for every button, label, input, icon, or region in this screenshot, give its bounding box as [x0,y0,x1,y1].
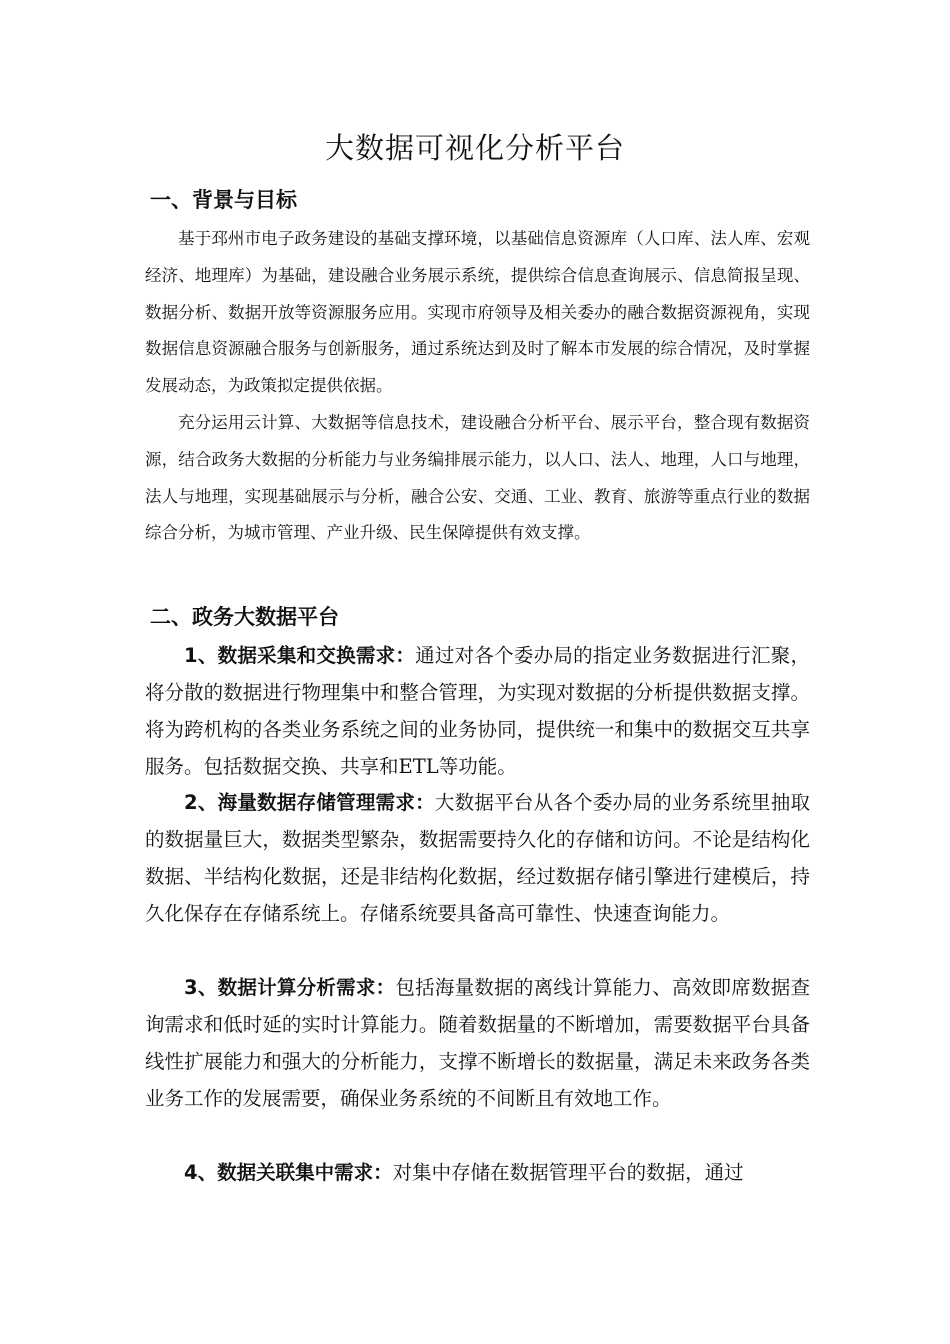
paragraph-background-2: 充分运用云计算、大数据等信息技术，建设融合分析平台、展示平台，整合现有数据资源，结合政务大数据的分析能力与业务编排展示能力，以人口、法人、地理，人口与地理，法人与地理，实现基础展示与分析，融合公安、交通、工业、教育、旅游等重点行业的数据综合分析，为城市管理、产业升级、民生保障提供有效支撑。 [145,413,810,543]
section-heading-platform: 二、政务大数据平台 [150,605,339,629]
requirement-lead: 3、数据计算分析需求： [184,976,396,999]
requirement-text: 包括海量数据的离线计算能力、高效即席数据查询需求和低时延的实时计算能力。随着数据量的不断增加，需要数据平台具备线性扩展能力和强大的分析能力，支撑不断增长的数据量，满足未来政务各类业务工作的发展需要，确保业务系统的不间断且有效地工作。 [145,976,810,1110]
requirement-lead: 1、数据采集和交换需求： [184,644,416,667]
requirement-text: 对集中存储在数据管理平台的数据，通过 [392,1161,744,1184]
requirement-lead: 2、海量数据存储管理需求： [184,791,435,814]
requirement-item [145,969,810,1117]
document-title: 大数据可视化分析平台 [324,131,625,165]
requirement-item [145,637,810,785]
requirement-item [145,784,810,932]
requirement-item [145,1154,810,1191]
requirement-text: 通过对各个委办局的指定业务数据进行汇聚，将分散的数据进行物理集中和整合管理，为实现对数据的分析提供数据支撑。将为跨机构的各类业务系统之间的业务协同，提供统一和集中的数据交互共享服务。包括数据交换、共享和ETL等功能。 [145,644,810,778]
paragraph-background-1: 基于邳州市电子政务建设的基础支撑环境，以基础信息资源库（人口库、法人库、宏观经济、地理库）为基础，建设融合业务展示系统，提供综合信息查询展示、信息简报呈现、数据分析、数据开放等资源服务应用。实现市府领导及相关委办的融合数据资源视角，实现数据信息资源融合服务与创新服务，通过系统达到及时了解本市发展的综合情况，及时掌握发展动态，为政策拟定提供依据。 [145,229,810,396]
section-heading-background: 一、背景与目标 [150,188,297,212]
requirement-lead: 4、数据关联集中需求： [184,1161,393,1184]
requirement-text: 大数据平台从各个委办局的业务系统里抽取的数据量巨大，数据类型繁杂，数据需要持久化的存储和访问。不论是结构化数据、半结构化数据，还是非结构化数据，经过数据存储引擎进行建模后，持久化保存在存储系统上。存储系统要具备高可靠性、快速查询能力。 [145,791,810,925]
